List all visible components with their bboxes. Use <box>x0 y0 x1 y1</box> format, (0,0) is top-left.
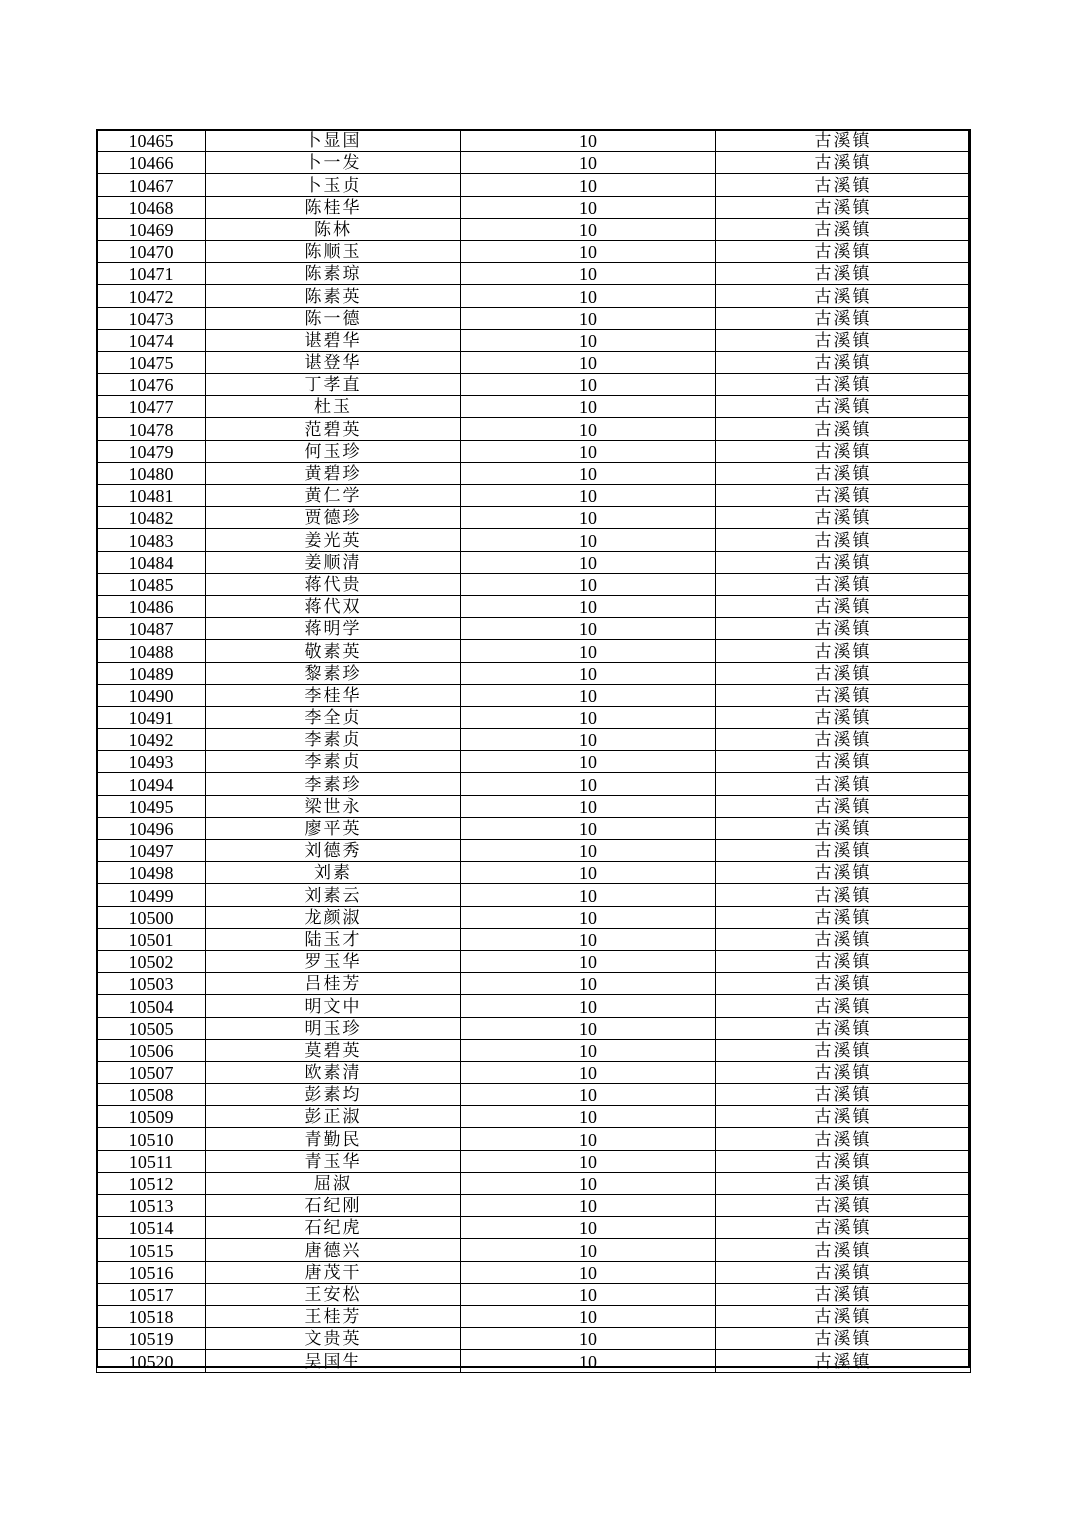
id-cell: 10479 <box>97 440 206 462</box>
town-cell: 古溪镇 <box>716 130 971 152</box>
id-cell: 10497 <box>97 840 206 862</box>
name-cell: 蒋明学 <box>206 618 461 640</box>
table-row <box>97 595 971 617</box>
town-cell: 古溪镇 <box>716 773 971 795</box>
table-row <box>97 1039 971 1061</box>
name-cell: 姜光英 <box>206 529 461 551</box>
town-cell: 古溪镇 <box>716 884 971 906</box>
id-cell: 10519 <box>97 1328 206 1350</box>
name-cell: 王桂芳 <box>206 1305 461 1327</box>
id-cell: 10486 <box>97 595 206 617</box>
amount-cell: 10 <box>461 1017 716 1039</box>
town-cell: 古溪镇 <box>716 973 971 995</box>
town-cell: 古溪镇 <box>716 595 971 617</box>
name-cell: 屈淑 <box>206 1172 461 1194</box>
name-cell: 彭正淑 <box>206 1106 461 1128</box>
id-cell: 10472 <box>97 285 206 307</box>
table-row <box>97 263 971 285</box>
amount-cell: 10 <box>461 706 716 728</box>
town-cell: 古溪镇 <box>716 706 971 728</box>
town-cell: 古溪镇 <box>716 485 971 507</box>
id-cell: 10466 <box>97 152 206 174</box>
town-cell: 古溪镇 <box>716 1305 971 1327</box>
name-cell: 黄碧珍 <box>206 462 461 484</box>
town-cell: 古溪镇 <box>716 507 971 529</box>
id-cell: 10475 <box>97 351 206 373</box>
name-cell: 龙颜淑 <box>206 906 461 928</box>
id-cell: 10474 <box>97 329 206 351</box>
table-row <box>97 351 971 373</box>
amount-cell: 10 <box>461 1350 716 1372</box>
id-cell: 10490 <box>97 684 206 706</box>
table-row <box>97 950 971 972</box>
id-cell: 10514 <box>97 1217 206 1239</box>
name-cell: 何玉珍 <box>206 440 461 462</box>
name-cell: 陈一德 <box>206 307 461 329</box>
name-cell: 莫碧英 <box>206 1039 461 1061</box>
table-row <box>97 662 971 684</box>
table-row <box>97 396 971 418</box>
town-cell: 古溪镇 <box>716 263 971 285</box>
amount-cell: 10 <box>461 662 716 684</box>
name-cell: 陈素琼 <box>206 263 461 285</box>
id-cell: 10505 <box>97 1017 206 1039</box>
amount-cell: 10 <box>461 263 716 285</box>
amount-cell: 10 <box>461 418 716 440</box>
amount-cell: 10 <box>461 773 716 795</box>
amount-cell: 10 <box>461 950 716 972</box>
table-row <box>97 729 971 751</box>
table-row <box>97 196 971 218</box>
town-cell: 古溪镇 <box>716 1017 971 1039</box>
id-cell: 10501 <box>97 928 206 950</box>
id-cell: 10496 <box>97 817 206 839</box>
id-cell: 10477 <box>97 396 206 418</box>
amount-cell: 10 <box>461 507 716 529</box>
table-row <box>97 817 971 839</box>
name-cell: 彭素均 <box>206 1084 461 1106</box>
amount-cell: 10 <box>461 307 716 329</box>
amount-cell: 10 <box>461 1128 716 1150</box>
town-cell: 古溪镇 <box>716 1328 971 1350</box>
table-row <box>97 1261 971 1283</box>
town-cell: 古溪镇 <box>716 618 971 640</box>
id-cell: 10494 <box>97 773 206 795</box>
name-cell: 范碧英 <box>206 418 461 440</box>
town-cell: 古溪镇 <box>716 840 971 862</box>
table-row <box>97 995 971 1017</box>
town-cell: 古溪镇 <box>716 640 971 662</box>
name-cell: 蒋代贵 <box>206 573 461 595</box>
table-row <box>97 529 971 551</box>
amount-cell: 10 <box>461 1328 716 1350</box>
table-row <box>97 751 971 773</box>
town-cell: 古溪镇 <box>716 862 971 884</box>
id-cell: 10476 <box>97 374 206 396</box>
name-cell: 唐德兴 <box>206 1239 461 1261</box>
amount-cell: 10 <box>461 1283 716 1305</box>
name-cell: 陈素英 <box>206 285 461 307</box>
name-cell: 杜玉 <box>206 396 461 418</box>
id-cell: 10493 <box>97 751 206 773</box>
id-cell: 10480 <box>97 462 206 484</box>
id-cell: 10512 <box>97 1172 206 1194</box>
amount-cell: 10 <box>461 196 716 218</box>
name-cell: 黎素珍 <box>206 662 461 684</box>
town-cell: 古溪镇 <box>716 1217 971 1239</box>
table-row <box>97 1217 971 1239</box>
name-cell: 石纪刚 <box>206 1195 461 1217</box>
amount-cell: 10 <box>461 906 716 928</box>
town-cell: 古溪镇 <box>716 462 971 484</box>
id-cell: 10468 <box>97 196 206 218</box>
table-row <box>97 973 971 995</box>
id-cell: 10482 <box>97 507 206 529</box>
id-cell: 10520 <box>97 1350 206 1372</box>
id-cell: 10489 <box>97 662 206 684</box>
id-cell: 10506 <box>97 1039 206 1061</box>
amount-cell: 10 <box>461 595 716 617</box>
name-cell: 陈林 <box>206 218 461 240</box>
amount-cell: 10 <box>461 374 716 396</box>
table-row <box>97 1305 971 1327</box>
town-cell: 古溪镇 <box>716 684 971 706</box>
id-cell: 10467 <box>97 174 206 196</box>
amount-cell: 10 <box>461 1261 716 1283</box>
id-cell: 10504 <box>97 995 206 1017</box>
town-cell: 古溪镇 <box>716 1283 971 1305</box>
table-row <box>97 440 971 462</box>
table-row <box>97 329 971 351</box>
name-cell: 黄仁学 <box>206 485 461 507</box>
table-row <box>97 706 971 728</box>
table-row <box>97 795 971 817</box>
amount-cell: 10 <box>461 240 716 262</box>
table-row <box>97 1017 971 1039</box>
table-row <box>97 618 971 640</box>
table-row <box>97 130 971 152</box>
town-cell: 古溪镇 <box>716 418 971 440</box>
name-cell: 卜显国 <box>206 130 461 152</box>
name-cell: 梁世永 <box>206 795 461 817</box>
name-cell: 李素贞 <box>206 751 461 773</box>
amount-cell: 10 <box>461 973 716 995</box>
town-cell: 古溪镇 <box>716 196 971 218</box>
amount-cell: 10 <box>461 329 716 351</box>
name-cell: 卜一发 <box>206 152 461 174</box>
town-cell: 古溪镇 <box>716 662 971 684</box>
amount-cell: 10 <box>461 817 716 839</box>
id-cell: 10473 <box>97 307 206 329</box>
town-cell: 古溪镇 <box>716 351 971 373</box>
amount-cell: 10 <box>461 1172 716 1194</box>
town-cell: 古溪镇 <box>716 396 971 418</box>
name-cell: 吴国生 <box>206 1350 461 1372</box>
id-cell: 10483 <box>97 529 206 551</box>
amount-cell: 10 <box>461 1305 716 1327</box>
table-row <box>97 1350 971 1372</box>
table-row <box>97 906 971 928</box>
table-row <box>97 152 971 174</box>
table-row <box>97 462 971 484</box>
amount-cell: 10 <box>461 1106 716 1128</box>
id-cell: 10491 <box>97 706 206 728</box>
town-cell: 古溪镇 <box>716 817 971 839</box>
amount-cell: 10 <box>461 440 716 462</box>
id-cell: 10509 <box>97 1106 206 1128</box>
town-cell: 古溪镇 <box>716 329 971 351</box>
town-cell: 古溪镇 <box>716 1084 971 1106</box>
town-cell: 古溪镇 <box>716 995 971 1017</box>
name-cell: 刘素 <box>206 862 461 884</box>
id-cell: 10518 <box>97 1305 206 1327</box>
amount-cell: 10 <box>461 1150 716 1172</box>
table-row <box>97 485 971 507</box>
amount-cell: 10 <box>461 840 716 862</box>
id-cell: 10484 <box>97 551 206 573</box>
id-cell: 10510 <box>97 1128 206 1150</box>
amount-cell: 10 <box>461 684 716 706</box>
name-cell: 刘德秀 <box>206 840 461 862</box>
id-cell: 10500 <box>97 906 206 928</box>
id-cell: 10471 <box>97 263 206 285</box>
name-cell: 谌碧华 <box>206 329 461 351</box>
id-cell: 10507 <box>97 1061 206 1083</box>
table-row <box>97 773 971 795</box>
name-cell: 李素贞 <box>206 729 461 751</box>
amount-cell: 10 <box>461 1084 716 1106</box>
table-row <box>97 1106 971 1128</box>
amount-cell: 10 <box>461 1061 716 1083</box>
amount-cell: 10 <box>461 485 716 507</box>
name-cell: 敬素英 <box>206 640 461 662</box>
id-cell: 10515 <box>97 1239 206 1261</box>
name-cell: 丁孝直 <box>206 374 461 396</box>
id-cell: 10465 <box>97 130 206 152</box>
town-cell: 古溪镇 <box>716 285 971 307</box>
name-cell: 李全贞 <box>206 706 461 728</box>
town-cell: 古溪镇 <box>716 573 971 595</box>
town-cell: 古溪镇 <box>716 1150 971 1172</box>
town-cell: 古溪镇 <box>716 928 971 950</box>
table-row <box>97 1128 971 1150</box>
amount-cell: 10 <box>461 285 716 307</box>
table-row <box>97 374 971 396</box>
name-cell: 卜玉贞 <box>206 174 461 196</box>
table-row <box>97 840 971 862</box>
town-cell: 古溪镇 <box>716 1172 971 1194</box>
table-row <box>97 1150 971 1172</box>
name-cell: 刘素云 <box>206 884 461 906</box>
amount-cell: 10 <box>461 1039 716 1061</box>
id-cell: 10492 <box>97 729 206 751</box>
town-cell: 古溪镇 <box>716 174 971 196</box>
town-cell: 古溪镇 <box>716 551 971 573</box>
town-cell: 古溪镇 <box>716 152 971 174</box>
id-cell: 10481 <box>97 485 206 507</box>
amount-cell: 10 <box>461 795 716 817</box>
town-cell: 古溪镇 <box>716 906 971 928</box>
town-cell: 古溪镇 <box>716 950 971 972</box>
id-cell: 10508 <box>97 1084 206 1106</box>
amount-cell: 10 <box>461 862 716 884</box>
town-cell: 古溪镇 <box>716 729 971 751</box>
amount-cell: 10 <box>461 573 716 595</box>
table-row <box>97 684 971 706</box>
amount-cell: 10 <box>461 174 716 196</box>
id-cell: 10495 <box>97 795 206 817</box>
town-cell: 古溪镇 <box>716 529 971 551</box>
table-row <box>97 1239 971 1261</box>
town-cell: 古溪镇 <box>716 307 971 329</box>
town-cell: 古溪镇 <box>716 795 971 817</box>
name-cell: 文贵英 <box>206 1328 461 1350</box>
id-cell: 10470 <box>97 240 206 262</box>
table-row <box>97 418 971 440</box>
id-cell: 10498 <box>97 862 206 884</box>
table-row <box>97 240 971 262</box>
table-row <box>97 928 971 950</box>
name-cell: 石纪虎 <box>206 1217 461 1239</box>
id-cell: 10487 <box>97 618 206 640</box>
name-cell: 青勤民 <box>206 1128 461 1150</box>
name-cell: 吕桂芳 <box>206 973 461 995</box>
name-cell: 姜顺清 <box>206 551 461 573</box>
town-cell: 古溪镇 <box>716 440 971 462</box>
town-cell: 古溪镇 <box>716 1261 971 1283</box>
amount-cell: 10 <box>461 928 716 950</box>
amount-cell: 10 <box>461 351 716 373</box>
town-cell: 古溪镇 <box>716 1061 971 1083</box>
amount-cell: 10 <box>461 1239 716 1261</box>
amount-cell: 10 <box>461 218 716 240</box>
amount-cell: 10 <box>461 884 716 906</box>
table-row <box>97 551 971 573</box>
amount-cell: 10 <box>461 1217 716 1239</box>
amount-cell: 10 <box>461 751 716 773</box>
town-cell: 古溪镇 <box>716 1106 971 1128</box>
amount-cell: 10 <box>461 529 716 551</box>
id-cell: 10488 <box>97 640 206 662</box>
name-cell: 蒋代双 <box>206 595 461 617</box>
id-cell: 10502 <box>97 950 206 972</box>
name-cell: 欧素清 <box>206 1061 461 1083</box>
town-cell: 古溪镇 <box>716 1128 971 1150</box>
name-cell: 陈桂华 <box>206 196 461 218</box>
town-cell: 古溪镇 <box>716 1195 971 1217</box>
id-cell: 10503 <box>97 973 206 995</box>
id-cell: 10511 <box>97 1150 206 1172</box>
id-cell: 10513 <box>97 1195 206 1217</box>
name-cell: 陆玉才 <box>206 928 461 950</box>
table-row <box>97 1084 971 1106</box>
amount-cell: 10 <box>461 551 716 573</box>
table-row <box>97 884 971 906</box>
table-row <box>97 862 971 884</box>
name-cell: 李桂华 <box>206 684 461 706</box>
table-body <box>97 130 971 1373</box>
town-cell: 古溪镇 <box>716 218 971 240</box>
name-cell: 陈顺玉 <box>206 240 461 262</box>
amount-cell: 10 <box>461 130 716 152</box>
name-cell: 李素珍 <box>206 773 461 795</box>
amount-cell: 10 <box>461 729 716 751</box>
name-cell: 青玉华 <box>206 1150 461 1172</box>
id-cell: 10517 <box>97 1283 206 1305</box>
name-cell: 王安松 <box>206 1283 461 1305</box>
name-cell: 贾德珍 <box>206 507 461 529</box>
id-cell: 10516 <box>97 1261 206 1283</box>
town-cell: 古溪镇 <box>716 1239 971 1261</box>
name-cell: 明玉珍 <box>206 1017 461 1039</box>
town-cell: 古溪镇 <box>716 751 971 773</box>
id-cell: 10478 <box>97 418 206 440</box>
table-row <box>97 1172 971 1194</box>
town-cell: 古溪镇 <box>716 240 971 262</box>
town-cell: 古溪镇 <box>716 1350 971 1372</box>
name-cell: 明文中 <box>206 995 461 1017</box>
table-row <box>97 174 971 196</box>
table-row <box>97 1283 971 1305</box>
data-table <box>96 129 971 1373</box>
amount-cell: 10 <box>461 152 716 174</box>
name-cell: 罗玉华 <box>206 950 461 972</box>
amount-cell: 10 <box>461 462 716 484</box>
name-cell: 谌登华 <box>206 351 461 373</box>
table-row <box>97 1061 971 1083</box>
table-row <box>97 1195 971 1217</box>
id-cell: 10469 <box>97 218 206 240</box>
table-row <box>97 307 971 329</box>
table-row <box>97 507 971 529</box>
town-cell: 古溪镇 <box>716 1039 971 1061</box>
amount-cell: 10 <box>461 1195 716 1217</box>
id-cell: 10485 <box>97 573 206 595</box>
name-cell: 廖平英 <box>206 817 461 839</box>
amount-cell: 10 <box>461 995 716 1017</box>
town-cell: 古溪镇 <box>716 374 971 396</box>
amount-cell: 10 <box>461 640 716 662</box>
amount-cell: 10 <box>461 396 716 418</box>
table-row <box>97 285 971 307</box>
table-row <box>97 218 971 240</box>
table-row <box>97 640 971 662</box>
table-row <box>97 573 971 595</box>
name-cell: 唐茂干 <box>206 1261 461 1283</box>
amount-cell: 10 <box>461 618 716 640</box>
table-row <box>97 1328 971 1350</box>
id-cell: 10499 <box>97 884 206 906</box>
